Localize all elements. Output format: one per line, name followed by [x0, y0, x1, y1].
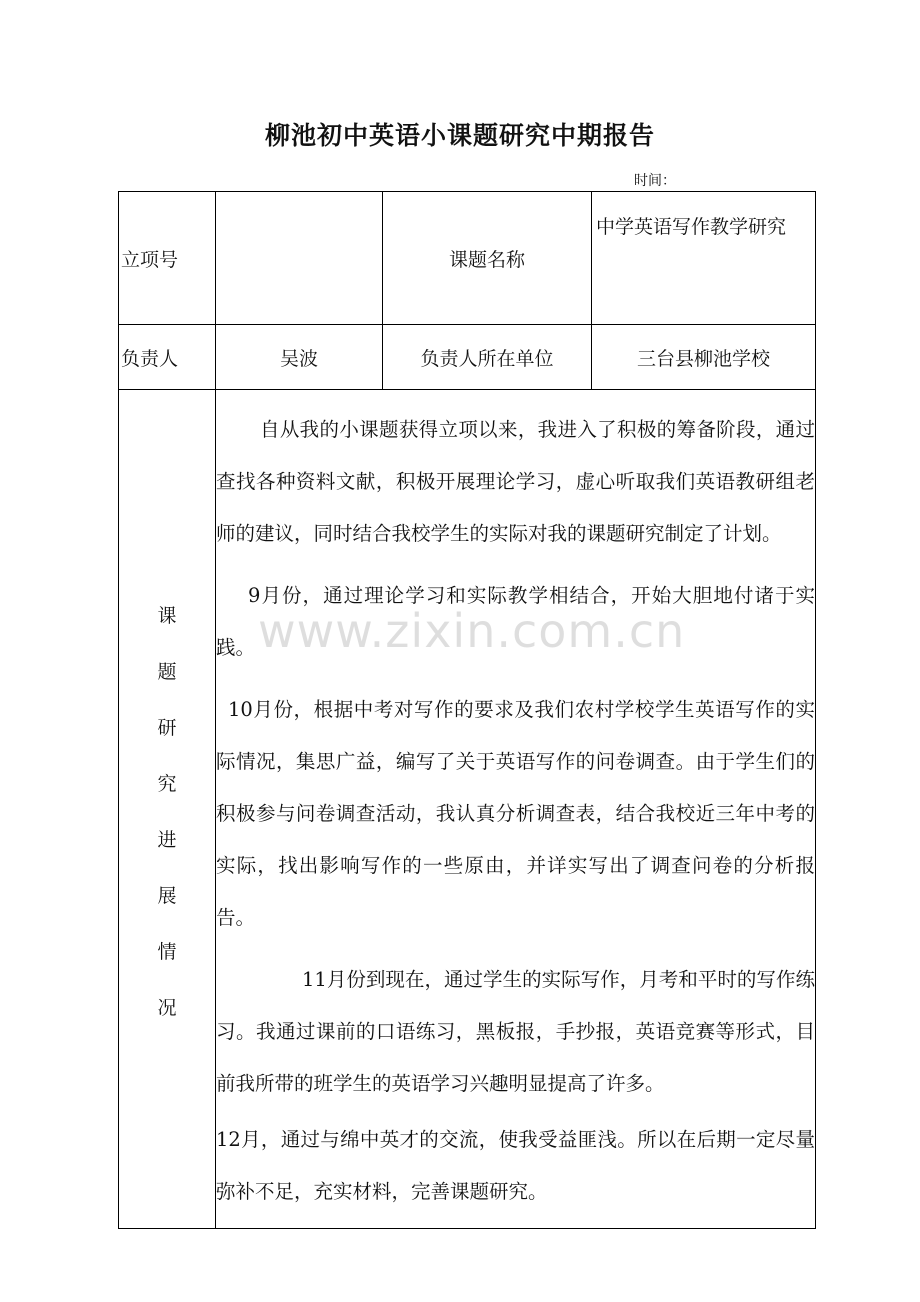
progress-paragraph: 12月，通过与绵中英才的交流，使我受益匪浅。所以在后期一定尽量弥补不足，充实材料，完善课题研究。	[216, 1128, 815, 1203]
progress-label-char: 情	[157, 941, 177, 963]
progress-label-char: 课	[157, 605, 177, 627]
progress-paragraph: 9月份，通过理论学习和实际教学相结合，开始大胆地付诸于实践。	[216, 584, 815, 659]
leader-unit-value: 三台县柳池学校	[592, 325, 816, 390]
project-number-value	[216, 192, 383, 325]
topic-name-label: 课题名称	[383, 192, 592, 325]
table-row-project	[119, 192, 816, 325]
report-table	[118, 191, 816, 1229]
progress-label	[119, 390, 216, 1229]
progress-label-char: 展	[157, 885, 177, 907]
leader-unit-label: 负责人所在单位	[383, 325, 592, 390]
leader-value: 吴波	[216, 325, 383, 390]
topic-name-value: 中学英语写作教学研究	[592, 192, 816, 325]
page-title: 柳池初中英语小课题研究中期报告	[264, 121, 655, 150]
progress-label-char: 研	[157, 717, 177, 739]
progress-paragraph: 11月份到现在，通过学生的实际写作，月考和平时的写作练习。我通过课前的口语练习，黑板报，手抄报，英语竞赛等形式，目前我所带的班学生的英语学习兴趣明显提高了许多。	[216, 968, 815, 1095]
progress-label-char: 况	[157, 997, 177, 1019]
table-row-leader	[119, 325, 816, 390]
progress-label-char: 题	[157, 661, 177, 683]
progress-paragraph: 自从我的小课题获得立项以来，我进入了积极的筹备阶段，通过查找各种资料文献，积极开展理论学习，虚心听取我们英语教研组老师的建议，同时结合我校学生的实际对我的课题研究制定了计划。	[216, 418, 815, 545]
watermark: www.zixin.com.cn	[258, 604, 686, 658]
progress-label-char: 究	[157, 773, 177, 795]
project-number-label: 立项号	[119, 192, 216, 325]
progress-label-char: 进	[157, 829, 177, 851]
progress-content	[216, 390, 816, 1229]
progress-paragraph: 10月份，根据中考对写作的要求及我们农村学校学生英语写作的实际情况，集思广益，编写了关于英语写作的问卷调查。由于学生们的积极参与问卷调查活动，我认真分析调查表，结合我校近三年中考的实际，找出影响写作的一些原由，并详实写出了调查问卷的分析报告。	[216, 698, 815, 929]
date-label: 时间：	[634, 173, 676, 189]
table-row-progress	[119, 390, 816, 1229]
leader-label: 负责人	[119, 325, 216, 390]
